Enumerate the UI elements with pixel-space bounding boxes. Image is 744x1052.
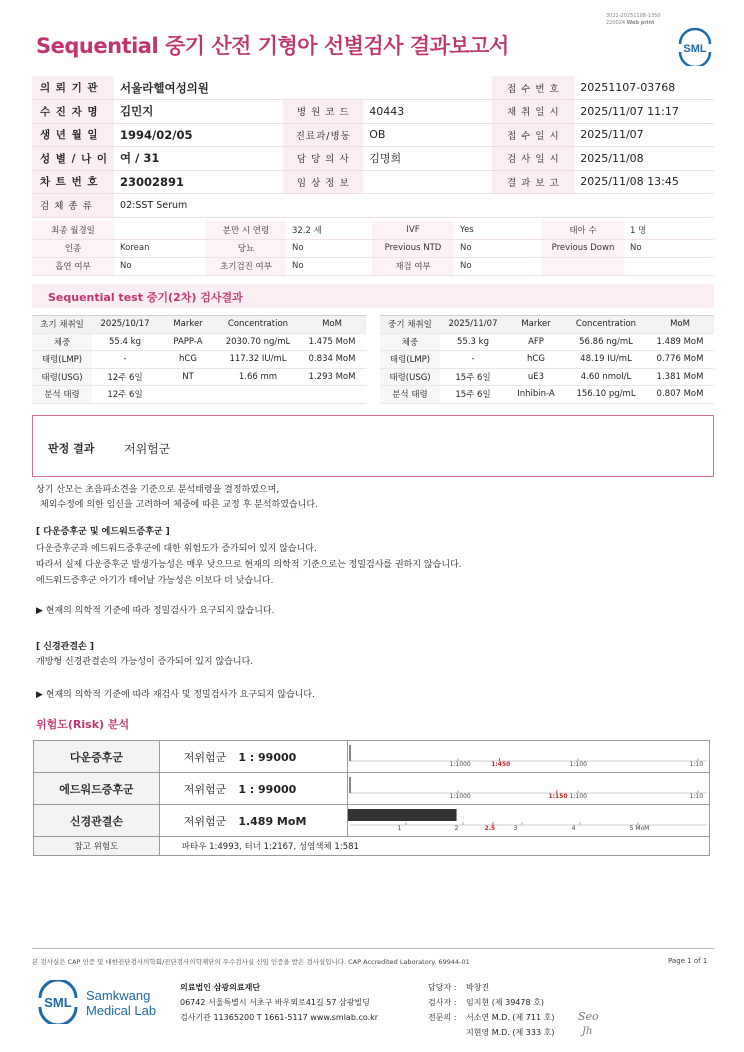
result-cell: 체중 xyxy=(380,333,440,351)
patient-field-label: 검 사 일 시 xyxy=(492,147,574,171)
result-row xyxy=(32,368,366,386)
result-cell: 체중 xyxy=(32,333,92,351)
patient-field-label: 결 과 보 고 xyxy=(492,170,574,194)
patient-field-value xyxy=(363,76,492,100)
result-cell: 0.807 MoM xyxy=(646,386,714,404)
result-header-cell: 초기 채취일 xyxy=(32,316,92,334)
patient-field-label: 담 당 의 사 xyxy=(283,147,363,171)
result-cell: 1.475 MoM xyxy=(298,333,366,351)
staff-role: 검사자 : xyxy=(428,998,457,1007)
interpretation-line: 다운증후군과 에드워드증후군에 대한 위험도가 증가되어 있지 않습니다. xyxy=(36,544,317,554)
risk-scale-cell xyxy=(347,741,709,773)
interpretation-line: 따라서 실제 다운증후군 발생가능성은 매우 낮으므로 현재의 의학적 기준으로는 정밀검사를 권하지 않습니다. xyxy=(36,560,462,570)
result-cell: 1.293 MoM xyxy=(298,368,366,386)
recommendation-line: ▶ 현재의 의학적 기준에 따라 정밀검사가 요구되지 않습니다. xyxy=(36,606,275,616)
mom-bar xyxy=(348,809,457,821)
recommendation-line: ▶ 현재의 의학적 기준에 따라 재검사 및 정밀검사가 요구되지 않습니다. xyxy=(36,690,315,700)
risk-row xyxy=(34,741,710,773)
clinical-info-row xyxy=(32,239,714,257)
clinical-info-row xyxy=(32,221,714,239)
patient-field-value: 2025/11/08 13:45 xyxy=(574,170,714,194)
staff-name: 임지현 (제 39478 호) xyxy=(466,998,544,1007)
patient-field-value: 23002891 xyxy=(114,170,283,194)
scale-tick-label: 1:450 xyxy=(491,761,511,768)
reference-risk-label: 참고 위험도 xyxy=(34,837,160,856)
patient-field-value xyxy=(363,170,492,194)
report-code-line2 xyxy=(606,20,696,27)
scale-tick-label: 1:100 xyxy=(569,761,587,768)
staff-name: 박창진 xyxy=(466,983,490,992)
result-cell: 48.19 IU/mL xyxy=(566,351,646,369)
patient-info-table xyxy=(32,76,714,218)
result-header-cell: 중기 채취일 xyxy=(380,316,440,334)
sml-logo-icon xyxy=(676,28,714,66)
staff-name: 지현영 M.D. (제 333 호) xyxy=(466,1028,555,1037)
result-row xyxy=(380,316,714,334)
patient-field-value: 2025/11/08 xyxy=(574,147,714,171)
result-cell: 12주 6일 xyxy=(92,386,158,404)
report-code xyxy=(606,13,696,27)
patient-row xyxy=(32,100,714,124)
result-cell: 1.381 MoM xyxy=(646,368,714,386)
sml-logo-text: SML xyxy=(683,43,707,55)
staff-name: 서소연 M.D. (제 711 호) xyxy=(466,1013,555,1022)
scale-tick-label: 1:1000 xyxy=(449,793,471,800)
risk-level: 저위험군 xyxy=(183,750,227,764)
result-cell: 55.3 kg xyxy=(440,333,506,351)
patient-field-value: 서울라헬여성의원 xyxy=(114,76,283,100)
sml-footer-logo-text: SML xyxy=(44,995,72,1010)
clinical-field-label: 최종 월경일 xyxy=(32,221,114,239)
result-cell: uE3 xyxy=(506,368,566,386)
result-header-cell: Marker xyxy=(506,316,566,334)
signature-2: Jh xyxy=(582,1026,593,1037)
result-cell: 117.32 IU/mL xyxy=(218,351,298,369)
report-code-line1: 3022-20251108-1350 xyxy=(606,13,661,19)
result-cell: PAPP-A xyxy=(158,333,218,351)
interpretation-line: 에드워드증후군 아기가 태어날 가능성은 이보다 더 낮습니다. xyxy=(36,576,274,586)
patient-field-label: 진료과/병동 xyxy=(283,123,363,147)
result-header-cell: Marker xyxy=(158,316,218,334)
clinical-field-value: No xyxy=(286,257,372,275)
patient-field-label: 병 원 코 드 xyxy=(283,100,363,124)
patient-field-value: OB xyxy=(363,123,492,147)
result-cell: 4.60 nmol/L xyxy=(566,368,646,386)
result-cell xyxy=(158,386,218,404)
result-header-cell: Concentration xyxy=(218,316,298,334)
patient-row xyxy=(32,170,714,194)
staff-role: 담당자 : xyxy=(428,983,457,992)
patient-field-value: 김민지 xyxy=(114,100,283,124)
patient-field-label: 수 진 자 명 xyxy=(32,100,114,124)
patient-field-value: 여 / 31 xyxy=(114,147,283,171)
patient-field-label: 차 트 번 호 xyxy=(32,170,114,194)
judgement-value: 저위험군 xyxy=(124,442,171,456)
result-cell: AFP xyxy=(506,333,566,351)
result-cell: - xyxy=(92,351,158,369)
result-row xyxy=(380,368,714,386)
scale-tick-label: 1:100 xyxy=(569,793,587,800)
result-cell xyxy=(298,386,366,404)
result-cell: 분석 태령 xyxy=(380,386,440,404)
reference-risk-value: 파타우 1:4993, 터너 1:2167, 성염색체 1:581 xyxy=(159,837,709,856)
clinical-field-value: 32.2 세 xyxy=(286,221,372,239)
result-cell: hCG xyxy=(506,351,566,369)
risk-condition-name: 다운증후군 xyxy=(34,741,160,773)
clinical-field-label: 분만 시 연령 xyxy=(206,221,286,239)
patient-field-label: 성 별 / 나 이 xyxy=(32,147,114,171)
clinical-field-value: No xyxy=(114,257,206,275)
scale-tick-label: 1 xyxy=(397,825,402,832)
patient-field-label: 접 수 번 호 xyxy=(492,76,574,100)
patient-row xyxy=(32,76,714,100)
result-header-cell: 2025/11/07 xyxy=(440,316,506,334)
risk-row xyxy=(34,805,710,837)
result-cell: NT xyxy=(158,368,218,386)
clinical-field-value: Yes xyxy=(454,221,542,239)
scale-tick-label: 4 xyxy=(571,825,576,832)
result-header-cell: MoM xyxy=(298,316,366,334)
signature-1: Seo xyxy=(578,1010,599,1023)
result-cell: 1.66 mm xyxy=(218,368,298,386)
patient-field-value: 2025/11/07 xyxy=(574,123,714,147)
result-cell: 2030.70 ng/mL xyxy=(218,333,298,351)
result-header-cell: MoM xyxy=(646,316,714,334)
risk-result xyxy=(159,741,347,773)
result-cell: 태령(LMP) xyxy=(32,351,92,369)
risk-scale-cell xyxy=(347,805,709,837)
result-cell: 태령(USG) xyxy=(380,368,440,386)
clinical-field-label: IVF xyxy=(372,221,454,239)
patient-field-label: 접 수 일 시 xyxy=(492,123,574,147)
first-trimester-results-table xyxy=(32,315,366,404)
risk-condition-name: 신경관결손 xyxy=(34,805,160,837)
staff-entry xyxy=(428,995,554,1010)
clinical-field-label xyxy=(542,257,624,275)
patient-row xyxy=(32,123,714,147)
risk-scale-cell xyxy=(347,773,709,805)
clinical-field-value: Korean xyxy=(114,239,206,257)
patient-field-label xyxy=(283,76,363,100)
result-cell: - xyxy=(440,351,506,369)
clinical-field-label: 흡연 여부 xyxy=(32,257,114,275)
clinical-field-label: 초기검진 여부 xyxy=(206,257,286,275)
accreditation-note: 본 검사실은 CAP 인증 및 대한진단검사의학회/진단검사의학재단의 우수검사실 신임 인증을 받은 검사실입니다. CAP Accredited Laboratory. 69944-01 xyxy=(32,958,470,966)
patient-field-value: 2025/11/07 11:17 xyxy=(574,100,714,124)
clinical-field-label: 태아 수 xyxy=(542,221,624,239)
org-address: 06742 서울특별시 서초구 바우뫼로41길 57 삼광빌딩 xyxy=(180,998,370,1007)
page-title: Sequential 중기 산전 기형아 선별검사 결과보고서 xyxy=(36,34,509,58)
risk-scale xyxy=(348,741,711,773)
patient-field-label: 채 취 일 시 xyxy=(492,100,574,124)
risk-condition-name: 에드워드증후군 xyxy=(34,773,160,805)
scale-tick-label: 2.5 xyxy=(484,825,496,832)
patient-row xyxy=(32,194,714,218)
patient-field-label: 임 상 정 보 xyxy=(283,170,363,194)
patient-field-value: 김명희 xyxy=(363,147,492,171)
judgement-label: 판정 결과 xyxy=(48,442,95,455)
result-row xyxy=(380,333,714,351)
result-row xyxy=(32,386,366,404)
clinical-info-table xyxy=(32,221,714,276)
result-cell: 0.834 MoM xyxy=(298,351,366,369)
clinical-field-label: 당뇨 xyxy=(206,239,286,257)
result-cell: 분석 태령 xyxy=(32,386,92,404)
risk-section-title: 위험도(Risk) 분석 xyxy=(36,718,130,731)
staff-entry xyxy=(428,980,554,995)
clinical-field-value: 1 명 xyxy=(624,221,714,239)
org-name: 의료법인 삼광의료재단 xyxy=(180,983,261,992)
patient-field-label: 생 년 월 일 xyxy=(32,123,114,147)
clinical-field-value: No xyxy=(286,239,372,257)
clinical-field-label: Previous Down xyxy=(542,239,624,257)
clinical-field-value: No xyxy=(454,257,542,275)
org-contact: 검사기관 11365200 T 1661-5117 www.smlab.co.kr xyxy=(180,1013,379,1022)
result-row xyxy=(32,351,366,369)
patient-field-value: 40443 xyxy=(363,100,492,124)
clinical-field-label: Previous NTD xyxy=(372,239,454,257)
risk-level: 저위험군 xyxy=(183,782,227,796)
result-cell: hCG xyxy=(158,351,218,369)
scale-tick-label: 1:150 xyxy=(548,793,568,800)
risk-analysis-table xyxy=(33,740,710,856)
risk-scale xyxy=(348,805,711,837)
risk-value: 1.489 MoM xyxy=(238,814,307,828)
result-row xyxy=(380,386,714,404)
specimen-label: 검 체 종 류 xyxy=(32,194,114,218)
patient-row xyxy=(32,147,714,171)
result-cell xyxy=(218,386,298,404)
result-cell: 1.489 MoM xyxy=(646,333,714,351)
down-edwards-heading: [ 다운증후군 및 에드워드증후군 ] xyxy=(36,527,170,537)
patient-field-value: 1994/02/05 xyxy=(114,123,283,147)
clinical-info-row xyxy=(32,257,714,275)
result-row xyxy=(380,351,714,369)
scale-tick-label: 1:1000 xyxy=(449,761,471,768)
sml-footer-logo-icon xyxy=(36,980,80,1024)
result-cell: 156.10 pg/mL xyxy=(566,386,646,404)
clinical-field-value xyxy=(114,221,206,239)
result-header-cell: Concentration xyxy=(566,316,646,334)
footer-divider xyxy=(32,948,714,949)
interpretation-line: 체외수정에 의한 임신을 고려하여 체중에 따른 교정 후 분석하였습니다. xyxy=(40,500,318,510)
scale-tick-label: 2 xyxy=(454,825,459,832)
result-cell: 15주 6일 xyxy=(440,386,506,404)
ntd-heading: [ 신경관결손 ] xyxy=(36,642,94,652)
scale-tick-label: 1:10 xyxy=(689,793,704,800)
result-cell: 55.4 kg xyxy=(92,333,158,351)
risk-level: 저위험군 xyxy=(183,814,227,828)
specimen-value: 02:SST Serum xyxy=(114,194,714,218)
risk-result xyxy=(159,773,347,805)
result-cell: 태령(USG) xyxy=(32,368,92,386)
results-section-title: Sequential test 중기(2차) 검사결과 xyxy=(48,291,243,304)
result-cell: 15주 6일 xyxy=(440,368,506,386)
risk-result xyxy=(159,805,347,837)
interpretation-line: 개방형 신경관결손의 가능성이 증가되어 있지 않습니다. xyxy=(36,657,254,667)
risk-value: 1 : 99000 xyxy=(238,782,297,796)
result-cell: 태령(LMP) xyxy=(380,351,440,369)
scale-tick-label: 5 MoM xyxy=(629,825,650,832)
interpretation-line: 상기 산모는 초음파소견을 기준으로 분석태령을 결정하였으며, xyxy=(36,485,280,495)
result-header-cell: 2025/10/17 xyxy=(92,316,158,334)
clinical-field-label: 인종 xyxy=(32,239,114,257)
staff-list xyxy=(428,980,554,1040)
staff-entry xyxy=(428,1025,554,1040)
clinical-field-value: No xyxy=(454,239,542,257)
staff-role: 전문의 : xyxy=(428,1013,457,1022)
brand-name-line1: Samkwang xyxy=(86,988,151,1003)
result-cell: 56.86 ng/mL xyxy=(566,333,646,351)
scale-tick-label: 3 xyxy=(513,825,518,832)
result-row xyxy=(32,316,366,334)
risk-row xyxy=(34,773,710,805)
clinical-field-value: No xyxy=(624,239,714,257)
scale-tick-label: 1:10 xyxy=(689,761,704,768)
clinical-field-label: 재검 여부 xyxy=(372,257,454,275)
brand-name-line2: Medical Lab xyxy=(86,1003,157,1018)
patient-field-value: 20251107-03768 xyxy=(574,76,714,100)
page-number: Page 1 of 1 xyxy=(668,957,708,965)
web-print-label: Web print xyxy=(626,20,655,26)
result-cell: Inhibin-A xyxy=(506,386,566,404)
clinical-field-value xyxy=(624,257,714,275)
staff-entry xyxy=(428,1010,554,1025)
result-row xyxy=(32,333,366,351)
risk-value: 1 : 99000 xyxy=(238,750,297,764)
risk-scale xyxy=(348,773,711,805)
report-code-number: 220024 xyxy=(606,20,626,26)
result-cell: 0.776 MoM xyxy=(646,351,714,369)
reference-risk-row xyxy=(34,837,710,856)
patient-field-label: 의 뢰 기 관 xyxy=(32,76,114,100)
second-trimester-results-table xyxy=(380,315,714,404)
result-cell: 12주 6일 xyxy=(92,368,158,386)
